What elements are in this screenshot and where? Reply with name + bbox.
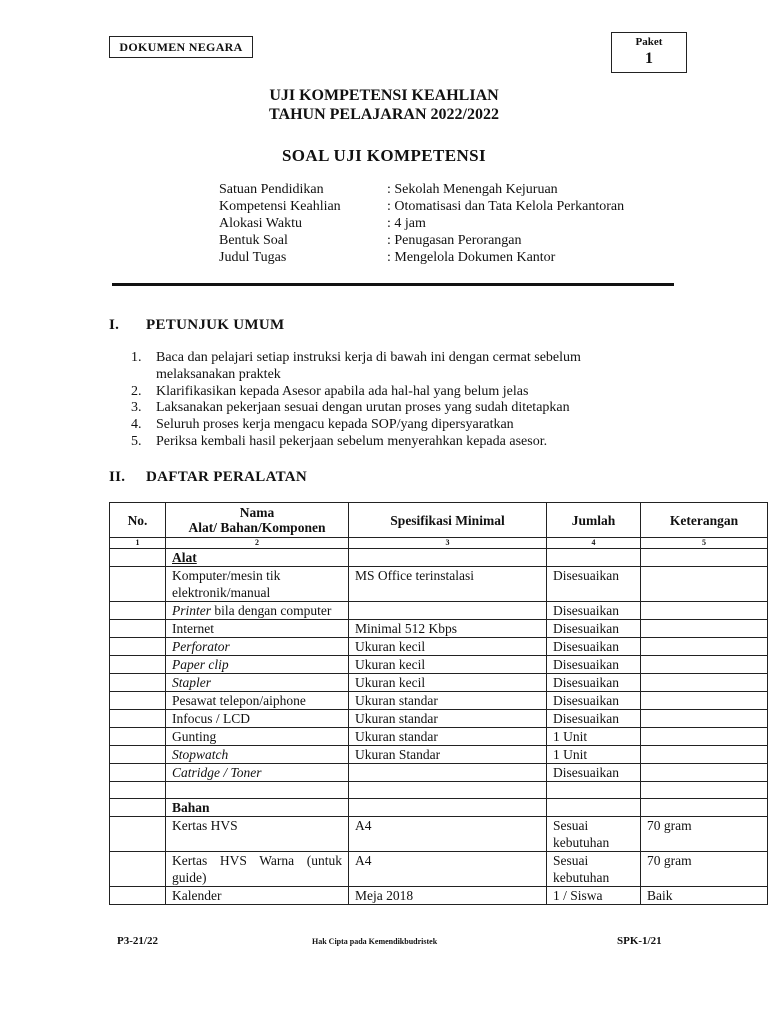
header-nama-line1: Nama bbox=[239, 505, 275, 520]
table-cell-ket bbox=[641, 710, 768, 728]
nama-text: Perforator bbox=[172, 639, 230, 654]
table-cell-spec bbox=[349, 799, 547, 817]
table-row bbox=[110, 692, 768, 710]
info-row bbox=[219, 215, 624, 232]
column-index: 3 bbox=[349, 538, 547, 549]
table-cell-nama bbox=[166, 728, 349, 746]
table-cell-jumlah: 1 Unit bbox=[547, 746, 641, 764]
header-keterangan: Keterangan bbox=[641, 503, 768, 538]
header-nama bbox=[166, 503, 349, 538]
table-cell-ket bbox=[641, 746, 768, 764]
instruction-text: Klarifikasikan kepada Asesor apabila ada hal-hal yang belum jelas bbox=[156, 383, 529, 399]
table-cell-nama bbox=[166, 620, 349, 638]
academic-year-title: TAHUN PELAJARAN 2022/2022 bbox=[269, 106, 499, 123]
column-index: 1 bbox=[110, 538, 166, 549]
table-cell-spec bbox=[349, 764, 547, 782]
table-cell-ket bbox=[641, 638, 768, 656]
table-cell-jumlah bbox=[547, 799, 641, 817]
nama-text: Internet bbox=[172, 621, 214, 636]
table-cell-spec bbox=[349, 549, 547, 567]
nama-text: Stopwatch bbox=[172, 747, 229, 762]
column-index: 2 bbox=[166, 538, 349, 549]
table-row bbox=[110, 710, 768, 728]
info-value: : 4 jam bbox=[387, 216, 426, 231]
table-cell-no bbox=[110, 674, 166, 692]
table-cell-jumlah: 1 / Siswa bbox=[547, 887, 641, 905]
table-cell-spec bbox=[349, 602, 547, 620]
instruction-number: 4. bbox=[131, 417, 142, 433]
instruction-text: Periksa kembali hasil pekerjaan sebelum menyerahkan kepada asesor. bbox=[156, 433, 548, 449]
table-cell-spec: Ukuran kecil bbox=[349, 656, 547, 674]
table-cell-jumlah: Disesuaikan bbox=[547, 692, 641, 710]
table-cell-jumlah: Sesuai kebutuhan bbox=[547, 817, 641, 852]
instruction-item bbox=[131, 400, 651, 417]
paket-label: Paket bbox=[635, 36, 663, 48]
header-jumlah: Jumlah bbox=[547, 503, 641, 538]
nama-text: Printer bbox=[172, 603, 211, 618]
section-heading-general-instructions bbox=[109, 317, 284, 334]
header-nama-line2: Alat/ Bahan/Komponen bbox=[188, 520, 326, 535]
footer-copyright: Hak Cipta pada Kemendikbudristek bbox=[312, 937, 438, 946]
instruction-text: Seluruh proses kerja mengacu kepada SOP/yang dipersyaratkan bbox=[156, 417, 514, 433]
table-blank-row bbox=[110, 782, 768, 799]
info-key: Bentuk Soal bbox=[219, 233, 288, 248]
info-value: : Mengelola Dokumen Kantor bbox=[387, 250, 556, 265]
nama-text: Paper clip bbox=[172, 657, 229, 672]
instruction-number: 2. bbox=[131, 383, 142, 399]
info-row bbox=[219, 198, 624, 215]
table-cell-no bbox=[110, 887, 166, 905]
footer-code: P3-21/22 bbox=[117, 935, 158, 947]
category-alat: Alat bbox=[166, 549, 349, 567]
table-cell-no bbox=[110, 602, 166, 620]
instruction-item bbox=[131, 417, 651, 434]
table-cell-spec: A4 bbox=[349, 852, 547, 887]
table-cell-spec: Ukuran Standar bbox=[349, 746, 547, 764]
table-cell-ket: Baik bbox=[641, 887, 768, 905]
info-key: Alokasi Waktu bbox=[219, 216, 302, 231]
paket-box bbox=[611, 32, 687, 73]
equipment-table bbox=[109, 502, 768, 905]
instruction-text: Baca dan pelajari setiap instruksi kerja di bawah ini dengan cermat sebelum melaksanakan praktek bbox=[156, 350, 581, 382]
table-cell-empty bbox=[349, 782, 547, 799]
table-cell-nama: Kertas HVS Warna (untuk guide) bbox=[166, 852, 349, 887]
table-cell-jumlah: Sesuai kebutuhan bbox=[547, 852, 641, 887]
document-subtitle: SOAL UJI KOMPETENSI bbox=[281, 146, 487, 165]
nama-text: Gunting bbox=[172, 729, 217, 744]
table-cell-no bbox=[110, 764, 166, 782]
instruction-item bbox=[131, 434, 651, 451]
nama-text: Komputer/mesin tik elektronik/manual bbox=[172, 568, 281, 600]
nama-text: Pesawat telepon/aiphone bbox=[172, 693, 306, 708]
section-number: I. bbox=[109, 317, 120, 333]
exam-info-block bbox=[219, 181, 624, 266]
table-row bbox=[110, 728, 768, 746]
info-row bbox=[219, 232, 624, 249]
table-row bbox=[110, 887, 768, 905]
table-row bbox=[110, 746, 768, 764]
table-cell-empty bbox=[110, 782, 166, 799]
table-index-row bbox=[110, 538, 768, 549]
table-cell-ket: 70 gram bbox=[641, 817, 768, 852]
table-cell-jumlah: Disesuaikan bbox=[547, 602, 641, 620]
table-cell-spec: Ukuran kecil bbox=[349, 674, 547, 692]
table-header-row bbox=[110, 503, 768, 538]
table-cell-jumlah: Disesuaikan bbox=[547, 764, 641, 782]
table-cell-spec: Meja 2018 bbox=[349, 887, 547, 905]
table-cell-no bbox=[110, 799, 166, 817]
table-cell-nama bbox=[166, 692, 349, 710]
table-cell-ket bbox=[641, 692, 768, 710]
instruction-item bbox=[131, 350, 651, 384]
table-row bbox=[110, 674, 768, 692]
header-no: No. bbox=[110, 503, 166, 538]
category-bahan: Bahan bbox=[166, 799, 349, 817]
table-cell-nama bbox=[166, 674, 349, 692]
table-cell-no bbox=[110, 656, 166, 674]
table-cell-no bbox=[110, 817, 166, 852]
table-cell-ket bbox=[641, 799, 768, 817]
table-cell-jumlah: Disesuaikan bbox=[547, 567, 641, 602]
table-cell-ket bbox=[641, 674, 768, 692]
table-row bbox=[110, 620, 768, 638]
instruction-number: 1. bbox=[131, 350, 142, 365]
table-category-row bbox=[110, 549, 768, 567]
paket-number: 1 bbox=[645, 50, 653, 67]
table-cell-no bbox=[110, 567, 166, 602]
table-cell-ket bbox=[641, 567, 768, 602]
table-cell-ket bbox=[641, 764, 768, 782]
table-cell-jumlah: Disesuaikan bbox=[547, 656, 641, 674]
table-cell-jumlah: Disesuaikan bbox=[547, 674, 641, 692]
table-cell-jumlah: Disesuaikan bbox=[547, 620, 641, 638]
info-value: : Sekolah Menengah Kejuruan bbox=[387, 182, 558, 197]
table-cell-nama bbox=[166, 746, 349, 764]
table-cell-no bbox=[110, 549, 166, 567]
table-row bbox=[110, 656, 768, 674]
section-number: II. bbox=[109, 469, 126, 485]
table-cell-nama bbox=[166, 567, 349, 602]
info-row bbox=[219, 249, 624, 266]
table-cell-ket bbox=[641, 602, 768, 620]
exam-title: UJI KOMPETENSI KEAHLIAN bbox=[269, 87, 499, 104]
column-index: 5 bbox=[641, 538, 768, 549]
info-key: Kompetensi Keahlian bbox=[219, 199, 341, 214]
info-key: Satuan Pendidikan bbox=[219, 182, 324, 197]
section-title: DAFTAR PERALATAN bbox=[146, 469, 308, 485]
table-cell-no bbox=[110, 728, 166, 746]
column-index: 4 bbox=[547, 538, 641, 549]
table-cell-no bbox=[110, 620, 166, 638]
info-value: : Penugasan Perorangan bbox=[387, 233, 522, 248]
info-key: Judul Tugas bbox=[219, 250, 287, 265]
table-cell-nama: Kertas HVS bbox=[166, 817, 349, 852]
table-cell-ket bbox=[641, 656, 768, 674]
table-row bbox=[110, 817, 768, 852]
table-row bbox=[110, 852, 768, 887]
table-category-row bbox=[110, 799, 768, 817]
footer-page-code: SPK-1/21 bbox=[617, 935, 662, 947]
table-cell-spec: Ukuran standar bbox=[349, 692, 547, 710]
table-cell-empty bbox=[547, 782, 641, 799]
table-cell-ket bbox=[641, 728, 768, 746]
section-heading-equipment-list bbox=[109, 469, 307, 486]
table-cell-no bbox=[110, 710, 166, 728]
table-cell-spec: Ukuran standar bbox=[349, 710, 547, 728]
table-cell-spec: Minimal 512 Kbps bbox=[349, 620, 547, 638]
table-row bbox=[110, 638, 768, 656]
table-cell-jumlah bbox=[547, 549, 641, 567]
table-cell-ket bbox=[641, 549, 768, 567]
info-value: : Otomatisasi dan Tata Kelola Perkantoran bbox=[387, 199, 625, 214]
table-cell-ket: 70 gram bbox=[641, 852, 768, 887]
table-cell-ket bbox=[641, 620, 768, 638]
table-cell-spec: A4 bbox=[349, 817, 547, 852]
section-title: PETUNJUK UMUM bbox=[146, 317, 285, 333]
table-cell-no bbox=[110, 746, 166, 764]
table-cell-spec: Ukuran standar bbox=[349, 728, 547, 746]
table-cell-nama: Kalender bbox=[166, 887, 349, 905]
table-cell-empty bbox=[166, 782, 349, 799]
table-cell-jumlah: Disesuaikan bbox=[547, 638, 641, 656]
instruction-text: Laksanakan pekerjaan sesuai dengan urutan proses yang sudah ditetapkan bbox=[156, 400, 570, 416]
table-cell-jumlah: Disesuaikan bbox=[547, 710, 641, 728]
table-row bbox=[110, 567, 768, 602]
document-classification-label: DOKUMEN NEGARA bbox=[109, 36, 253, 58]
table-cell-spec: Ukuran kecil bbox=[349, 638, 547, 656]
table-cell-nama bbox=[166, 602, 349, 620]
table-cell-no bbox=[110, 852, 166, 887]
nama-text: Stapler bbox=[172, 675, 211, 690]
table-cell-no bbox=[110, 638, 166, 656]
table-cell-nama bbox=[166, 710, 349, 728]
table-cell-empty bbox=[641, 782, 768, 799]
header-spesifikasi: Spesifikasi Minimal bbox=[349, 503, 547, 538]
instruction-item bbox=[131, 384, 651, 401]
table-cell-no bbox=[110, 692, 166, 710]
table-cell-jumlah: 1 Unit bbox=[547, 728, 641, 746]
instruction-list bbox=[131, 350, 651, 451]
table-row bbox=[110, 764, 768, 782]
instruction-number: 5. bbox=[131, 433, 142, 449]
table-cell-nama bbox=[166, 638, 349, 656]
nama-text: Catridge / Toner bbox=[172, 765, 262, 780]
nama-text: Infocus / LCD bbox=[172, 711, 250, 726]
table-cell-nama bbox=[166, 656, 349, 674]
info-row bbox=[219, 181, 624, 198]
table-row bbox=[110, 602, 768, 620]
nama-text: bila dengan computer bbox=[211, 603, 332, 618]
table-cell-nama bbox=[166, 764, 349, 782]
instruction-number: 3. bbox=[131, 400, 142, 416]
horizontal-rule bbox=[112, 283, 674, 286]
table-cell-spec: MS Office terinstalasi bbox=[349, 567, 547, 602]
